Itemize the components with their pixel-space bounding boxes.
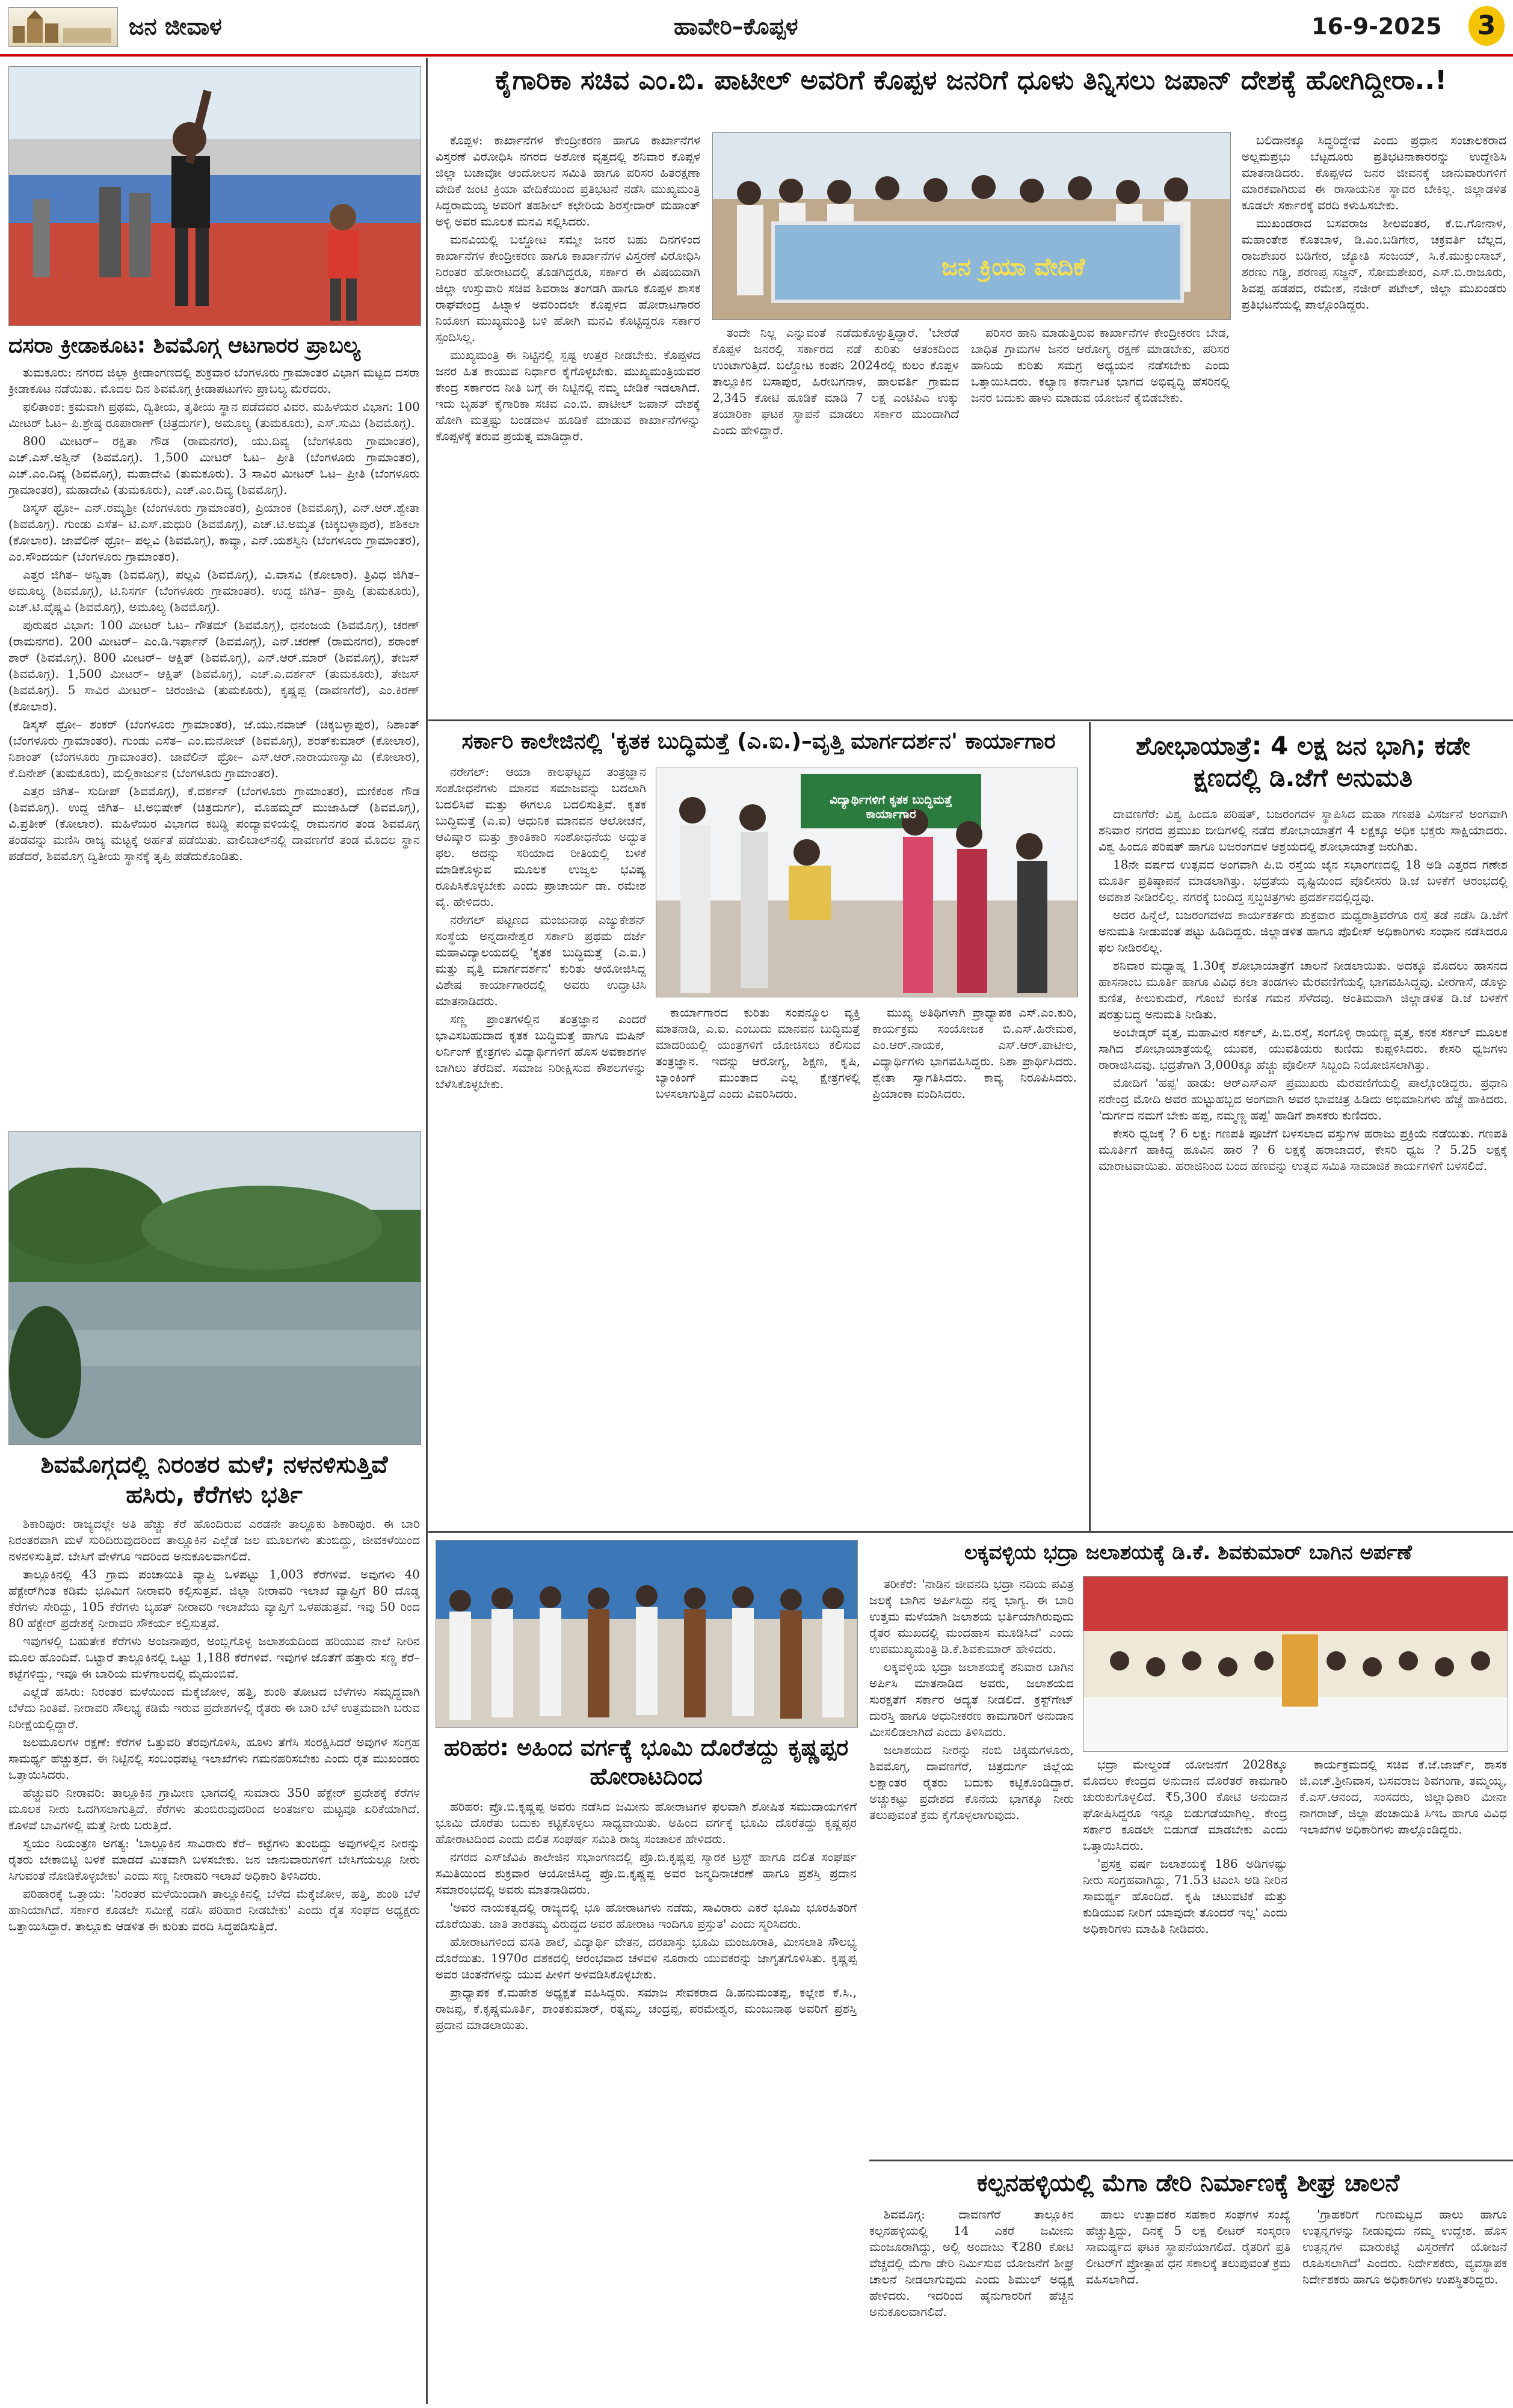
rain-body: ಶಿಕಾರಿಪುರ: ರಾಜ್ಯದಲ್ಲೇ ಅತಿ ಹೆಚ್ಚು ಕೆರೆ ಹೊಂದಿರುವ ಎರಡನೇ ತಾಲ್ಲೂಕು ಶಿಕಾರಿಪುರ. ಈ ಬಾರಿ ನಿರಂತರವಾಗಿ ಮಳೆ ಸುರಿದಿರುವುದರಿಂದ ತಾಲ್ಲೂಕಿನ ಎಲ್ಲೆಡೆ ಜಲ ಮೂಲಗಳು ತುಂಬಿದ್ದು, ಜೀವಕಳೆಯಿಂದ ನಳನಳಿಸುತ್ತಿವೆ. ಬೇಸಿಗೆ ವೇಳೆಗೂ ಇದರಿಂದ ಅನುಕೂಲವಾಗಲಿದೆ. ತಾಲ್ಲೂಕಿನಲ್ಲಿ 43 ಗ್ರಾಮ ಪಂಚಾಯಿತಿ ವ್ಯಾಪ್ತಿ ಒಳಪಟ್ಟು 1,003 ಕೆರೆಗಳಿವೆ. ಅವುಗಳು 40 ಹೆಕ್ಟೇರ್‌ಗಿಂತ ಕಡಿಮೆ ಭೂಮಿಗೆ ನೀರಾವರಿ ಕಲ್ಪಿಸುತ್ತವೆ. ಜಿಲ್ಲಾ ನೀರಾವರಿ ಇಲಾಖೆ ವ್ಯಾಪ್ತಿಗೆ 80 ದೊಡ್ಡ ಕೆರೆಗಳು ಸೇರಿದ್ದು, 105 ಕೆರೆಗಳು ಬೃಹತ್ ನೀರಾವರಿ ಇಲಾಖೆಯ ವ್ಯಾಪ್ತಿಗೆ ಒಳಪಡುತ್ತವೆ. ಇವು 50 ರಿಂದ 80 ಹೆಕ್ಟೇರ್ ಪ್ರದೇಶಕ್ಕೆ ನೀರಾವರಿ ಸೌಕರ್ಯ ಕಲ್ಪಿಸುತ್ತವೆ. ಇವುಗಳಲ್ಲಿ ಬಹುತೇಕ ಕೆರೆಗಳು ಅಂಜನಾಪುರ, ಅಂಬ್ಲಿಗೊಳ್ಳ ಜಲಾಶಯದಿಂದ ಹರಿಯುವ ನಾಲೆ ನೀರಿನ ಮೂಲ ಹೊಂದಿವೆ. ಒಟ್ಟಾರೆ ತಾಲ್ಲೂಕಿನಲ್ಲಿ ಒಟ್ಟು 1,188 ಕೆರೆಗಳಿವೆ. ಇವುಗಳ ಜೊತೆಗೆ ಹತ್ತಾರು ಸಣ್ಣ ಕೆರೆ– ಕಟ್ಟೆಗಳಿದ್ದು, ಇವೂ ಈ ಬಾರಿಯ ಮಳೆಗಾಲದಲ್ಲಿ ಮೈದುಂಬಿವೆ. ಎಲ್ಲೆಡೆ ಹಸಿರು: ನಿರಂತರ ಮಳೆಯಿಂದ ಮೆಕ್ಕೆಜೋಳ, ಹತ್ತಿ, ಶುಂಠಿ ತೋಟದ ಬೆಳೆಗಳು ಸಮೃದ್ಧವಾಗಿ ಬೆಳೆದು ನಿಂತಿವೆ. ನೀರಾವರಿ ಸೌಲಭ್ಯ ಕಡಿಮೆ ಇರುವ ಪ್ರದೇಶಗಳಲ್ಲಿ ರೈತರು ಈ ಬಾರಿ ಬೆಳೆ ಉತ್ತಮವಾಗಿ ಬರುವ ನಿರೀಕ್ಷೆಯಲ್ಲಿದ್ದಾರೆ. ಜಲಮೂಲಗಳ ರಕ್ಷಣೆ: ಕೆರೆಗಳ ಒತ್ತುವರಿ ತೆರವುಗೊಳಿಸಿ, ಹೂಳು ತೆಗೆಸಿ ಸಂರಕ್ಷಿಸಿದರೆ ಅವುಗಳ ಸಂಗ್ರಹ ಸಾಮರ್ಥ್ಯ ಹೆಚ್ಚುತ್ತದೆ. ಈ ನಿಟ್ಟಿನಲ್ಲಿ ಸಂಬಂಧಪಟ್ಟ ಇಲಾಖೆಗಳು ಗಮನಹರಿಸಬೇಕು ಎಂದು ರೈತ ಮುಖಂಡರು ಒತ್ತಾಯಿಸಿದರು. ಹೆಚ್ಚುವರಿ ನೀರಾವರಿ: ತಾಲ್ಲೂಕಿನ ಗ್ರಾಮೀಣ ಭಾಗದಲ್ಲಿ ಸುಮಾರು 350 ಹೆಕ್ಟೇರ್ ಪ್ರದೇಶಕ್ಕೆ ಕೆರೆಗಳ ಮೂಲಕ ನೀರು ಒದಗಿಸಲಾಗುತ್ತಿದೆ. ಕೆರೆಗಳು ತುಂಬಿರುವುದರಿಂದ ಅಂತರ್ಜಲ ಮಟ್ಟವೂ ಏರಿಕೆಯಾಗಿದೆ. ಕೊಳವೆ ಬಾವಿಗಳಲ್ಲಿ ಮತ್ತೆ ನೀರು ಬರುತ್ತಿದೆ. ಸ್ವಯಂ ನಿಯಂತ್ರಣ ಅಗತ್ಯ: 'ಬಾಲ್ಲೂಕಿನ ಸಾವಿರಾರು ಕೆರೆ– ಕಟ್ಟೆಗಳು ತುಂಬಿದ್ದು ಅವುಗಳಲ್ಲಿನ ನೀರನ್ನು ರೈತರು ಬೇಕಾಬಿಟ್ಟಿ ಬಳಕೆ ಮಾಡದೆ ಮಿತವಾಗಿ ಬಳಸಬೇಕು. ಜನ ಜಾನುವಾರುಗಳಿಗೆ ಬೇಸಿಗೆಯಲ್ಲೂ ನೀರು ಸಿಗುವಂತೆ ನೋಡಿಕೊಳ್ಳಬೇಕು' ಎಂದು ಸಣ್ಣ ನೀರಾವರಿ ಇಲಾಖೆ ಅಧಿಕಾರಿ ತಿಳಿಸಿದರು. ಪರಿಹಾರಕ್ಕೆ ಒತ್ತಾಯ: 'ನಿರಂತರ ಮಳೆಯಿಂದಾಗಿ ತಾಲ್ಲೂಕಿನಲ್ಲಿ ಬೆಳೆದ ಮೆಕ್ಕೆಜೋಳ, ಹತ್ತಿ, ಶುಂಠಿ ಬೆಳೆ ಹಾನಿಯಾಗಿದೆ. ಸರ್ಕಾರ ಕೂಡಲೇ ಸಮೀಕ್ಷೆ ನಡೆಸಿ ಪರಿಹಾರ ನೀಡಬೇಕು' ಎಂದು ರೈತ ಸಂಘದ ಅಧ್ಯಕ್ಷರು ಒತ್ತಾಯಿಸಿದ್ದಾರೆ. ತಾಲ್ಲೂಕು ಆಡಳಿತ ಈ ಕುರಿತು ವರದಿ ಸಿದ್ಧಪಡಿಸುತ್ತಿದೆ. xyxy=(8,1517,420,1933)
section-divider xyxy=(428,719,1513,721)
bhadra-body-col3: ಕಾರ್ಯಕ್ರಮದಲ್ಲಿ ಸಚಿವ ಕೆ.ಜೆ.ಜಾರ್ಜ್, ಶಾಸಕ ಜಿ.ಎಚ್.ಶ್ರೀನಿವಾಸ, ಬಸವರಾಜ ಶಿವಗಂಗಾ, ತಮ್ಮಯ್ಯ, ಕೆ.ಎಸ್.ಆನಂದ, ಸಂಸದರು, ಜಿಲ್ಲಾಧಿಕಾರಿ ಮೀನಾ ನಾಗರಾಜ್, ಜಿಲ್ಲಾ ಪಂಚಾಯಿತಿ ಸಿಇಒ ಹಾಗೂ ವಿವಿಧ ಇಲಾಖೆಗಳ ಅಧಿಕಾರಿಗಳು ಪಾಲ್ಗೊಂಡಿದ್ದರು. xyxy=(1299,1757,1507,1837)
protest-banner-text: ಜನ ಕ್ರಿಯಾ ವೇದಿಕೆ xyxy=(941,253,1085,281)
mb-patil-body-col4: ಬಲಿದಾನಕ್ಕೂ ಸಿದ್ಧರಿದ್ದೇವೆ ಎಂದು ಪ್ರಧಾನ ಸಂಚಾಲಕರಾದ ಅಲ್ಲಮಪ್ರಭು ಬೆಟ್ಟದೂರು ಪ್ರತಿಭಟನಾಕಾರರನ್ನು ಉದ್ದೇಶಿಸಿ ಮಾತನಾಡಿದರು. ಕೊಪ್ಪಳದ ಜನರ ಜೀವನಕ್ಕೆ ಜಾನುವಾರುಗಳಿಗೆ ಮಾರಕವಾಗಿರುವ ಈ ರಾಸಾಯನಿಕ ಸ್ಥಾವರ ಬೇಕಿಲ್ಲ. ಜಿಲ್ಲಾಡಳಿತ ಕೂಡಲೇ ಸರ್ಕಾರಕ್ಕೆ ವರದಿ ಕಳುಹಿಸಬೇಕು. ಮುಖಂಡರಾದ ಬಸವರಾಜ ಶೀಲವಂತರ, ಕೆ.ಬಿ.ಗೋನಾಳ, ಮಹಾಂತೇಶ ಕೊತಬಾಳ, ಡಿ.ಎಂ.ಬಡಿಗೇರ, ಚಕ್ರವರ್ತಿ ಬೆಲ್ಲದ, ರಾಜಶೇಖರ ಬಡಿಗೇರ, ಜ್ಯೋತಿ ಸಂಜಯ್, ಸಿ.ಕೆ.ಮುಕ್ತುಂಸಾಬ್, ಶರಣು ಗಡ್ಡಿ, ಶರಣಪ್ಪ ಸಜ್ಜನ್, ಸೋಮಶೇಖರ, ಎಸ್.ಬಿ.ರಾಜೂರು, ಶಿವಪ್ಪ ಹಡಪದ, ರಮೇಶ, ನಜೀರ್ ಪಟೇಲ್, ಜಿಲ್ಲಾ ಮುಖಂಡರು ಪ್ರತಿಭಟನೆಯಲ್ಲಿ ಪಾಲ್ಗೊಂಡಿದ್ದರು. xyxy=(1242,133,1506,312)
issue-date: 16-9-2025 xyxy=(1311,13,1442,40)
lake-photo xyxy=(8,1131,421,1445)
workshop-banner-text: ವಿದ್ಯಾರ್ಥಿಗಳಿಗೆ ಕೃತಕ ಬುದ್ಧಿಮತ್ತೆ ಕಾರ್ಯಾಗಾರ xyxy=(830,792,952,821)
ai-college-body-col3: ಮುಖ್ಯ ಅತಿಥಿಗಳಾಗಿ ಪ್ರಾಧ್ಯಾಪಕ ಎಸ್.ಎಂ.ಕುರಿ, ಕಾರ್ಯಕ್ರಮ ಸಂಯೋಜಕ ಬಿ.ಎಸ್.ಹಿರೇಮಠ, ಎಂ.ಆರ್.ನಾಯಕ, ಎಸ್.ಆರ್.ಪಾಟೀಲ, ವಿದ್ಯಾರ್ಥಿಗಳು ಭಾಗವಹಿಸಿದ್ದರು. ನಿಶಾ ಪ್ರಾರ್ಥಿಸಿದರು. ಶ್ವೇತಾ ಸ್ವಾಗತಿಸಿದರು. ಕಾವ್ಯ ನಿರೂಪಿಸಿದರು. ಪ್ರಿಯಾಂಕಾ ವಂದಿಸಿದರು. xyxy=(872,1005,1077,1101)
paper-name: ಜನ ಜೀವಾಳ xyxy=(129,13,222,40)
mb-patil-headline: ಕೈಗಾರಿಕಾ ಸಚಿವ ಎಂ.ಬಿ. ಪಾಟೀಲ್ ಅವರಿಗೆ ಕೊಪ್ಪಳ ಜನರಿಗೆ ಧೂಳು ತಿನ್ನಿಸಲು ಜಪಾನ್ ದೇಶಕ್ಕೆ ಹೋಗಿದ್ದೀರಾ..! xyxy=(495,65,1447,96)
dasara-body: ತುಮಕೂರು: ನಗರದ ಜಿಲ್ಲಾ ಕ್ರೀಡಾಂಗಣದಲ್ಲಿ ಶುಕ್ರವಾರ ಬೆಂಗಳೂರು ಗ್ರಾಮಾಂತರ ವಿಭಾಗ ಮಟ್ಟದ ದಸರಾ ಕ್ರೀಡಾಕೂಟ ನಡೆಯಿತು. ಮೊದಲ ದಿನ ಶಿವಮೊಗ್ಗ ಕ್ರೀಡಾಪಟುಗಳು ಪ್ರಾಬಲ್ಯ ಮೆರೆದರು. ಫಲಿತಾಂಶ: ಕ್ರಮವಾಗಿ ಪ್ರಥಮ, ದ್ವಿತೀಯ, ತೃತೀಯ ಸ್ಥಾನ ಪಡೆದವರ ವಿವರ. ಮಹಿಳೆಯರ ವಿಭಾಗ: 100 ಮೀಟರ್ ಓಟ– ಪಿ.ಶ್ರೇಷ್ಠ ರೂಪಾರಾಣ್ (ಚಿತ್ರದುರ್ಗ), ಅಮೂಲ್ಯ (ತುಮಕೂರು), ಎಸ್.ಸುಮಿ (ಶಿವಮೊಗ್ಗ). 800 ಮೀಟರ್– ರಕ್ಷಿತಾ ಗೌಡ (ರಾಮನಗರ), ಯು.ದಿವ್ಯ (ಬೆಂಗಳೂರು ಗ್ರಾಮಾಂತರ), ಎಚ್.ಎಸ್.ಅಶ್ವಿನ್ (ಶಿವಮೊಗ್ಗ). 1,500 ಮೀಟರ್ ಓಟ– ಪ್ರೀತಿ (ಬೆಂಗಳೂರು ಗ್ರಾಮಾಂತರ), ಎಚ್.ಎಂ.ದಿವ್ಯ (ಶಿವಮೊಗ್ಗ), ಮಹಾದೇವಿ (ತುಮಕೂರು). 3 ಸಾವಿರ ಮೀಟರ್ ಓಟ– ಪ್ರೀತಿ (ಬೆಂಗಳೂರು ಗ್ರಾಮಾಂತರ), ಮಹಾದೇವಿ (ತುಮಕೂರು), ಎಚ್.ಎಂ.ದಿವ್ಯ (ಶಿವಮೊಗ್ಗ). ಡಿಸ್ಕಸ್ ಥ್ರೋ– ಎನ್.ರಮ್ಯಶ್ರೀ (ಬೆಂಗಳೂರು ಗ್ರಾಮಾಂತರ), ಪ್ರಿಯಾಂಕ (ಶಿವಮೊಗ್ಗ), ಎನ್.ಆರ್.ಶ್ವೇತಾ (ಶಿವಮೊಗ್ಗ). ಗುಂಡು ಎಸೆತ– ಟಿ.ಎಸ್.ಮಧುರಿ (ಶಿವಮೊಗ್ಗ), ಎಚ್.ಟಿ.ಅಮೃತ (ಚಿಕ್ಕಬಳ್ಳಾಪುರ), ಶಶಿಕಲಾ (ಕೋಲಾರ). ಜಾವೆಲಿನ್ ಥ್ರೋ– ಪಲ್ಲವಿ (ಶಿವಮೊಗ್ಗ), ಕಾವ್ಯಾ, ಎನ್.ಯಶಸ್ವಿನಿ (ಬೆಂಗಳೂರು ಗ್ರಾಮಾಂತರ), ಎಂ.ಸೌಂದರ್ಯ (ಬೆಂಗಳೂರು ಗ್ರಾಮಾಂತರ). ಎತ್ತರ ಜಿಗಿತ– ಅನ್ವಿತಾ (ಶಿವಮೊಗ್ಗ), ಪಲ್ಲವಿ (ಶಿವಮೊಗ್ಗ), ವಿ.ವಾಸವಿ (ಕೋಲಾರ). ತ್ರಿವಿಧ ಜಿಗಿತ– ಅಮೂಲ್ಯ (ಶಿವಮೊಗ್ಗ), ಟಿ.ನಿಸರ್ಗ (ಬೆಂಗಳೂರು ಗ್ರಾಮಾಂತರ). ಉದ್ದ ಜಿಗಿತ– ಪ್ರಾಪ್ತಿ (ತುಮಕೂರು), ಎಚ್.ಟಿ.ವೈಷ್ಣವಿ (ಶಿವಮೊಗ್ಗ), ಅಮೂಲ್ಯ (ಶಿವಮೊಗ್ಗ). ಪುರುಷರ ವಿಭಾಗ: 100 ಮೀಟರ್ ಓಟ– ಗೌತಮ್ (ಶಿವಮೊಗ್ಗ), ಧನಂಜಯ (ಶಿವಮೊಗ್ಗ), ಚರಣ್ (ರಾಮನಗರ). 200 ಮೀಟರ್– ಎಂ.ಡಿ.ಇರ್ಫಾನ್ (ಶಿವಮೊಗ್ಗ), ಎನ್.ಚರಣ್ (ರಾಮನಗರ), ಶರಾಂಕ್ ಶಾರ್ (ಶಿವಮೊಗ್ಗ). 800 ಮೀಟರ್– ಆಕ್ಷಿತ್ (ಶಿವಮೊಗ್ಗ), ಎನ್.ಆರ್.ಮಾರ್ (ಶಿವಮೊಗ್ಗ), ತೇಜಸ್ (ಶಿವಮೊಗ್ಗ). 1,500 ಮೀಟರ್– ಆಕ್ಷಿತ್ (ಶಿವಮೊಗ್ಗ), ಎಚ್.ಎ.ದರ್ಶನ್ (ತುಮಕೂರು), ತೇಜಸ್ (ಶಿವಮೊಗ್ಗ). 5 ಸಾವಿರ ಮೀಟರ್– ಚಿರಂಜೀವಿ (ತುಮಕೂರು), ಕೃಷ್ಣಪ್ಪ (ದಾವಣಗೆರೆ), ಎಂ.ಕಿರಣ್ (ಕೋಲಾರ). ಡಿಸ್ಕಸ್ ಥ್ರೋ– ಶಂಕರ್ (ಬೆಂಗಳೂರು ಗ್ರಾಮಾಂತರ), ಜೆ.ಯು.ನವಾಜ್ (ಚಿಕ್ಕಬಳ್ಳಾಪುರ), ನಿಶಾಂತ್ (ಬೆಂಗಳೂರು ಗ್ರಾಮಾಂತರ). ಗುಂಡು ಎಸೆತ– ಎಂ.ಮನೋಜ್ (ಶಿವಮೊಗ್ಗ), ಶರತ್‌ಕುಮಾರ್ (ಕೋಲಾರ), ನಿಶಾಂತ್ (ಬೆಂಗಳೂರು ಗ್ರಾಮಾಂತರ). ಜಾವೆಲಿನ್ ಥ್ರೋ– ಎಸ್.ಆರ್.ನಾರಾಯಣಸ್ವಾಮಿ (ಕೋಲಾರ), ಕೆ.ದಿನೇಶ್ (ತುಮಕೂರು), ಮಲ್ಲಿಕಾರ್ಜುನ (ಬೆಂಗಳೂರು ಗ್ರಾಮಾಂತರ). ಎತ್ತರ ಜಿಗಿತ– ಸುದೀಪ್ (ಶಿವಮೊಗ್ಗ), ಕೆ.ದರ್ಶನ್ (ಬೆಂಗಳೂರು ಗ್ರಾಮಾಂತರ), ಮಣಿಕಂಠ ಗೌಡ (ಶಿವಮೊಗ್ಗ). ಉದ್ದ ಜಿಗಿತ– ಟಿ.ಅಭಿಷೇಕ್ (ಚಿತ್ರದುರ್ಗ), ಮೊಹಮ್ಮದ್ ಮುಜಾಹಿದ್ (ಶಿವಮೊಗ್ಗ), ವಿ.ಪ್ರತೀಕ್ (ಕೋಲಾರ). ಮಹಿಳೆಯರ ವಿಭಾಗದ ಕಬಡ್ಡಿ ಪಂದ್ಯಾವಳಿಯಲ್ಲಿ ರಾಮನಗರ ತಂಡ ಶಿವಮೊಗ್ಗ ತಂಡವನ್ನು ಮಣಿಸಿ ರಾಜ್ಯ ಮಟ್ಟಕ್ಕೆ ಅರ್ಹತೆ ಪಡೆಯಿತು. ವಾಲಿಬಾಲ್‌ನಲ್ಲಿ ದಾವಣಗೆರೆ ತಂಡ ಮೊದಲ ಸ್ಥಾನ ಪಡೆದರೆ, ಶಿವಮೊಗ್ಗ ದ್ವಿತೀಯ ಸ್ಥಾನಕ್ಕೆ ತೃಪ್ತಿ ಪಡೆದುಕೊಂಡಿತು. xyxy=(8,365,420,863)
ai-college-headline: ಸರ್ಕಾರಿ ಕಾಲೇಜಿನಲ್ಲಿ 'ಕೃತಕ ಬುದ್ಧಿಮತ್ತೆ (ಎ.ಐ.)–ವೃತ್ತಿ ಮಾರ್ಗದರ್ಶನ' ಕಾರ್ಯಾಗಾರ xyxy=(461,729,1056,754)
mb-patil-body-col1: ಕೊಪ್ಪಳ: ಕಾರ್ಖಾನೆಗಳ ಕೇಂದ್ರೀಕರಣ ಹಾಗೂ ಕಾರ್ಖಾನೆಗಳ ವಿಸ್ತರಣೆ ವಿರೋಧಿಸಿ ನಗರದ ಅಶೋಕ ವೃತ್ತದಲ್ಲಿ ಶನಿವಾರ ಕೊಪ್ಪಳ ಜಿಲ್ಲಾ ಬಚಾವೋ ಆಂದೋಲನ ಸಮಿತಿ ಹಾಗೂ ಪರಿಸರ ಹಿತರಕ್ಷಣಾ ವೇದಿಕೆ ಜಂಟಿ ಕ್ರಿಯಾ ವೇದಿಕೆಯಿಂದ ಪ್ರತಿಭಟನೆ ನಡೆಸಿ ಮುಖ್ಯಮಂತ್ರಿ ಸಿದ್ದರಾಮಯ್ಯ ಅವರಿಗೆ ತಹಶೀಲ್ ಕಛೇರಿಯ ಶಿರಸ್ತೇದಾರ್ ಮಹಾಂತ್ ಅಳ್ಳಿ ಅವರ ಮೂಲಕ ಮನವಿ ಸಲ್ಲಿಸಿದರು. ಮನವಿಯಲ್ಲಿ ಬಲ್ಡೋಟ ಸಮ್ಮೇ ಜನರ ಬಹು ದಿನಗಳಿಂದ ಕಾರ್ಖಾನೆಗಳ ಕೇಂದ್ರೀಕರಣ ಹಾಗೂ ಕಾರ್ಖಾನೆಗಳ ವಿಸ್ತರಣೆ ವಿರೋಧಿಸಿ ನಿರಂತರ ಹೋರಾಟದಲ್ಲಿ ತೊಡಗಿದ್ದರೂ, ಸರ್ಕಾರ ಈ ವಿಷಯವಾಗಿ ಜಿಲ್ಲಾ ಉಸ್ತುವಾರಿ ಸಚಿವ ಶಿವರಾಜ ತಂಗಡಗಿ ಹಾಗೂ ಕೊಪ್ಪಳ ಶಾಸಕ ರಾಘವೇಂದ್ರ ಹಿಟ್ನಾಳ ಅವರಿಂದಲೇ ಕೊಪ್ಪಳದ ಹೋರಾಟಗಾರರ ನಿಯೋಗ ಮುಖ್ಯಮಂತ್ರಿ ಬಳಿ ಹೋಗಿ ಮನವಿ ಕೊಟ್ಟಿದ್ದರೂ ಸರ್ಕಾರ ಸ್ಪಂದಿಸಿಲ್ಲ. ಮುಖ್ಯಮಂತ್ರಿ ಈ ನಿಟ್ಟಿನಲ್ಲಿ ಸ್ಪಷ್ಟ ಉತ್ತರ ನೀಡಬೇಕು. ಕೊಪ್ಪಳದ ಜನರ ಹಿತ ಕಾಯುವ ನಿರ್ಧಾರ ಕೈಗೊಳ್ಳಬೇಕು. ಮುಖ್ಯಮಂತ್ರಿಯವರ ಕೇಂದ್ರ ಸರ್ಕಾರದ ನೀತಿ ಬಗ್ಗೆ ಈ ನಿಟ್ಟಿನಲ್ಲಿ ನಮ್ಮ ಬೇಡಿಕೆ ಇಡಲಾಗಿದೆ. ಇದು ಬೃಹತ್ ಕೈಗಾರಿಕಾ ಸಚಿವ ಎಂ.ಬಿ. ಪಾಟೀಲ್ ಜಪಾನ್ ದೇಶಕ್ಕೆ ಹೋಗಿ ಮತ್ತಷ್ಟು ಬಂಡವಾಳ ಹೂಡಿಕೆ ಮಾಡುವ ಕಾರ್ಖಾನೆಗಳನ್ನು ಕೊಪ್ಪಳಕ್ಕೆ ತರುವ ಪ್ರಯತ್ನ ಮಾಡಿದ್ದಾರೆ. xyxy=(436,133,700,443)
shobhayatre-headline: ಶೋಭಾಯಾತ್ರೆ: 4 ಲಕ್ಷ ಜನ ಭಾಗಿ; ಕಡೇ ಕ್ಷಣದಲ್ಲಿ ಡಿ.ಜೆಗೆ ಅನುಮತಿ xyxy=(1135,731,1470,792)
bhadra-headline: ಲಕ್ಕವಳ್ಳಿಯ ಭದ್ರಾ ಜಲಾಶಯಕ್ಕೆ ಡಿ.ಕೆ. ಶಿವಕುಮಾರ್ ಬಾಗಿನ ಅರ್ಪಣೆ xyxy=(964,1541,1413,1565)
workshop-photo xyxy=(656,768,1078,997)
bhadra-body-col1: ತರೀಕೆರೆ: 'ನಾಡಿನ ಜೀವನದಿ ಭದ್ರಾ ನದಿಯ ಪವಿತ್ರ ಜಲಕ್ಕೆ ಬಾಗಿನ ಅರ್ಪಿಸಿದ್ದು ನನ್ನ ಭಾಗ್ಯ. ಈ ಬಾರಿ ಉತ್ತಮ ಮಳೆಯಾಗಿ ಜಲಾಶಯ ಭರ್ತಿಯಾಗಿರುವುದು ರೈತರ ಮುಖದಲ್ಲಿ ಮಂದಹಾಸ ಮೂಡಿಸಿದೆ' ಎಂದು ಉಪಮುಖ್ಯಮಂತ್ರಿ ಡಿ.ಕೆ.ಶಿವಕುಮಾರ್ ಹೇಳಿದರು. ಲಕ್ಕವಳ್ಳಿಯ ಭದ್ರಾ ಜಲಾಶಯಕ್ಕೆ ಶನಿವಾರ ಬಾಗಿನ ಅರ್ಪಿಸಿ ಮಾತನಾಡಿದ ಅವರು, ಜಲಾಶಯದ ಸುರಕ್ಷತೆಗೆ ಸರ್ಕಾರ ಆದ್ಯತೆ ನೀಡಲಿದೆ. ಕ್ರಸ್ಟ್‌ಗೇಟ್ ದುರಸ್ತಿ ಹಾಗೂ ಆಧುನೀಕರಣ ಕಾಮಗಾರಿಗೆ ಅನುದಾನ ಮೀಸಲಿಡಲಾಗಿದೆ ಎಂದು ತಿಳಿಸಿದರು. ಜಲಾಶಯದ ನೀರನ್ನು ನಂಬಿ ಚಿಕ್ಕಮಗಳೂರು, ಶಿವಮೊಗ್ಗ, ದಾವಣಗೆರೆ, ಚಿತ್ರದುರ್ಗ ಜಿಲ್ಲೆಯ ಲಕ್ಷಾಂತರ ರೈತರು ಬದುಕು ಕಟ್ಟಿಕೊಂಡಿದ್ದಾರೆ. ಅಚ್ಚುಕಟ್ಟು ಪ್ರದೇಶದ ಕೊನೆಯ ಭಾಗಕ್ಕೂ ನೀರು ತಲುಪುವಂತೆ ಕ್ರಮ ಕೈಗೊಳ್ಳಲಾಗುವುದು. xyxy=(869,1577,1074,1822)
mega-dairy-body-col1: ಶಿವಮೊಗ್ಗ: ದಾವಣಗೆರೆ ತಾಲ್ಲೂಕಿನ ಕಲ್ಪನಹಳ್ಳಿಯಲ್ಲಿ 14 ಎಕರೆ ಜಮೀನು ಮಂಜೂರಾಗಿದ್ದು, ಅಲ್ಲಿ ಅಂದಾಜು ₹280 ಕೋಟಿ ವೆಚ್ಚದಲ್ಲಿ ಮೆಗಾ ಡೇರಿ ನಿರ್ಮಿಸುವ ಯೋಜನೆಗೆ ಶೀಘ್ರ ಚಾಲನೆ ನೀಡಲಾಗುವುದು ಎಂದು ಶಿಮುಲ್ ಅಧ್ಯಕ್ಷ ಹೇಳಿದರು. ಇದರಿಂದ ಹೈನುಗಾರರಿಗೆ ಹೆಚ್ಚಿನ ಅನುಕೂಲವಾಗಲಿದೆ. xyxy=(869,2207,1074,2319)
dasara-headline: ದಸರಾ ಕ್ರೀಡಾಕೂಟ: ಶಿವಮೊಗ್ಗ ಆಟಗಾರರ ಪ್ರಾಬಲ್ಯ xyxy=(8,333,361,358)
harihara-body: ಹರಿಹರ: ಪ್ರೊ.ಬಿ.ಕೃಷ್ಣಪ್ಪ ಅವರು ನಡೆಸಿದ ಜಮೀನು ಹೋರಾಟಗಳ ಫಲವಾಗಿ ಶೋಷಿತ ಸಮುದಾಯಗಳಿಗೆ ಭೂಮಿ ದೊರೆತು ಬದುಕು ಕಟ್ಟಿಕೊಳ್ಳಲು ಸಾಧ್ಯವಾಯಿತು. ಅಹಿಂದ ವರ್ಗಕ್ಕೆ ಭೂಮಿ ದೊರೆತದ್ದು ಕೃಷ್ಣಪ್ಪರ ಹೋರಾಟದಿಂದ ಎಂದು ದಲಿತ ಸಂಘರ್ಷ ಸಮಿತಿ ರಾಜ್ಯ ಸಂಚಾಲಕ ಹೇಳಿದರು. ನಗರದ ಎಸ್‌ಜೆವಿಪಿ ಕಾಲೇಜಿನ ಸಭಾಂಗಣದಲ್ಲಿ ಪ್ರೊ.ಬಿ.ಕೃಷ್ಣಪ್ಪ ಸ್ಮಾರಕ ಟ್ರಸ್ಟ್ ಹಾಗೂ ದಲಿತ ಸಂಘರ್ಷ ಸಮಿತಿಯಿಂದ ಶುಕ್ರವಾರ ಆಯೋಜಿಸಿದ್ದ ಪ್ರೊ.ಬಿ.ಕೃಷ್ಣಪ್ಪ ಅವರ ಜನ್ಮದಿನಾಚರಣೆ ಹಾಗೂ ಪ್ರಶಸ್ತಿ ಪ್ರದಾನ ಸಮಾರಂಭದಲ್ಲಿ ಅವರು ಮಾತನಾಡಿದರು. 'ಅವರ ನಾಯಕತ್ವದಲ್ಲಿ ರಾಜ್ಯದಲ್ಲಿ ಭೂ ಹೋರಾಟಗಳು ನಡೆದು, ಸಾವಿರಾರು ಎಕರೆ ಭೂಮಿ ಭೂರಹಿತರಿಗೆ ದೊರೆಯಿತು. ಜಾತಿ ತಾರತಮ್ಯ ವಿರುದ್ಧದ ಅವರ ಹೋರಾಟ ಇಂದಿಗೂ ಪ್ರಸ್ತುತ' ಎಂದು ಸ್ಮರಿಸಿದರು. ಹೋರಾಟಗಳಿಂದ ವಸತಿ ಶಾಲೆ, ವಿದ್ಯಾರ್ಥಿ ವೇತನ, ದರಖಾಸ್ತು ಭೂಮಿ ಮಂಜೂರಾತಿ, ಮೀಸಲಾತಿ ಸೌಲಭ್ಯ ದೊರೆಯಿತು. 1970ರ ದಶಕದಲ್ಲಿ ಆರಂಭವಾದ ಚಳವಳಿ ನೂರಾರು ಯುವಕರನ್ನು ಜಾಗೃತಗೊಳಿಸಿತು. ಕೃಷ್ಣಪ್ಪ ಅವರ ಚಿಂತನೆಗಳನ್ನು ಯುವ ಪೀಳಿಗೆ ಅಳವಡಿಸಿಕೊಳ್ಳಬೇಕು. ಪ್ರಾಧ್ಯಾಪಕ ಕೆ.ಮಹೇಶ ಅಧ್ಯಕ್ಷತೆ ವಹಿಸಿದ್ದರು. ಸಮಾಜ ಸೇವಕರಾದ ಡಿ.ಹನುಮಂತಪ್ಪ, ಕಲ್ಲೇಶ ಕೆ.ಸಿ., ರಾಜಪ್ಪ, ಕೆ.ಕೃಷ್ಣಮೂರ್ತಿ, ಶಾಂತಕುಮಾರ್, ರತ್ನಮ್ಮ, ಚಂದ್ರಪ್ಪ, ಪರಮೇಶ್ವರ, ಮಂಜುನಾಥ ಅವರಿಗೆ ಪ್ರಶಸ್ತಿ ಪ್ರದಾನ ಮಾಡಲಾಯಿತು. xyxy=(436,1799,857,2032)
bhadra-body-col2: ಭದ್ರಾ ಮೇಲ್ದಂಡೆ ಯೋಜನೆಗೆ 2028ಕ್ಕೂ ಮೊದಲು ಕೇಂದ್ರದ ಅನುದಾನ ದೊರೆತರೆ ಕಾಮಗಾರಿ ಚುರುಕುಗೊಳ್ಳಲಿದೆ. ₹5,300 ಕೋಟಿ ಅನುದಾನ ಘೋಷಿಸಿದ್ದರೂ ಇನ್ನೂ ಬಿಡುಗಡೆಯಾಗಿಲ್ಲ. ಕೇಂದ್ರ ಸರ್ಕಾರ ಕೂಡಲೇ ಬಿಡುಗಡೆ ಮಾಡಬೇಕು ಎಂದು ಒತ್ತಾಯಿಸಿದರು. 'ಪ್ರಸಕ್ತ ವರ್ಷ ಜಲಾಶಯಕ್ಕೆ 186 ಅಡಿಗಳಷ್ಟು ನೀರು ಸಂಗ್ರಹವಾಗಿದ್ದು, 71.53 ಟಿಎಂಸಿ ಅಡಿ ನೀರಿನ ಸಾಮರ್ಥ್ಯ ಹೊಂದಿದೆ. ಕೃಷಿ ಚಟುವಟಿಕೆ ಮತ್ತು ಕುಡಿಯುವ ನೀರಿಗೆ ಯಾವುದೇ ತೊಂದರೆ ಇಲ್ಲ' ಎಂದು ಅಧಿಕಾರಿಗಳು ಮಾಹಿತಿ ನೀಡಿದರು. xyxy=(1083,1757,1287,1936)
masthead-logo xyxy=(8,7,118,47)
mega-dairy-body-col2: ಹಾಲು ಉತ್ಪಾದಕರ ಸಹಕಾರ ಸಂಘಗಳ ಸಂಖ್ಯೆ ಹೆಚ್ಚುತ್ತಿದ್ದು, ದಿನಕ್ಕೆ 5 ಲಕ್ಷ ಲೀಟರ್ ಸಂಸ್ಕರಣ ಸಾಮರ್ಥ್ಯದ ಘಟಕ ಸ್ಥಾಪನೆಯಾಗಲಿದೆ. ರೈತರಿಗೆ ಪ್ರತಿ ಲೀಟರ್‌ಗೆ ಪ್ರೋತ್ಸಾಹ ಧನ ಸಕಾಲಕ್ಕೆ ತಲುಪುವಂತೆ ಕ್ರಮ ವಹಿಸಲಾಗಿದೆ. xyxy=(1086,2207,1290,2286)
protest-photo xyxy=(712,132,1231,320)
column-divider xyxy=(1089,722,1091,1531)
mb-patil-body-col2: ತಂದೇ ನಿಲ್ಲ ಎನ್ನುವಂತೆ ನಡೆದುಕೊಳ್ಳುತ್ತಿದ್ದಾರೆ. 'ಬೇರೆಡೆ ಕೊಪ್ಪಳ ಜನರಲ್ಲಿ ಸರ್ಕಾರದ ನಡೆ ಕುರಿತು ಆತಂಕದಿಂದ ಉಂಟಾಗುತ್ತಿದೆ. ಬಲ್ಡೋಟ ಕಂಪನಿ 2024ರಲ್ಲಿ ಕುಲಂ ಕೊಪ್ಪಳ ತಾಲ್ಲೂಕಿನ ಬಸಾಪುರ, ಹಿರೇಬಗನಾಳ, ಹಾಲವರ್ತಿ ಗ್ರಾಮದ 2,345 ಕೋಟಿ ಹೂಡಿಕೆ ಮಾಡಿ 7 ಲಕ್ಷ ಎಂಟಿಪಿಎ ಉಕ್ಕು ತಯಾರಿಕಾ ಘಟಕ ಸ್ಥಾಪನೆ ಮಾಡಲು ಸರ್ಕಾರ ಮುಂದಾಗಿದೆ ಎಂದು ಹೇಳಿದ್ದಾರೆ. xyxy=(712,325,959,437)
mega-dairy-headline: ಕಲ್ಪನಹಳ್ಳಿಯಲ್ಲಿ ಮೆಗಾ ಡೇರಿ ನಿರ್ಮಾಣಕ್ಕೆ ಶೀಘ್ರ ಚಾಲನೆ xyxy=(976,2169,1400,2197)
section-divider xyxy=(428,1531,1513,1533)
column-divider xyxy=(426,58,428,2404)
harihara-photo xyxy=(436,1540,858,1728)
mb-patil-body-col3: ಪರಿಸರ ಹಾನಿ ಮಾಡುತ್ತಿರುವ ಕಾರ್ಖಾನೆಗಳ ಕೇಂದ್ರೀಕರಣ ಬೇಡ, ಬಾಧಿತ ಗ್ರಾಮಗಳ ಜನರ ಆರೋಗ್ಯ ರಕ್ಷಣೆ ಮಾಡಬೇಕು, ಪರಿಸರ ಹಾನಿಯ ಕುರಿತು ಸಮಗ್ರ ಅಧ್ಯಯನ ನಡೆಸಬೇಕು ಎಂದು ಒತ್ತಾಯಿಸಿದರು. ಕಲ್ಯಾಣ ಕರ್ನಾಟಕ ಭಾಗದ ಅಭಿವೃದ್ಧಿ ಹೆಸರಿನಲ್ಲಿ ಜನರ ಬದುಕು ಹಾಳು ಮಾಡುವ ಯೋಜನೆ ಕೈಬಿಡಬೇಕು. xyxy=(971,325,1230,405)
ai-college-body-col1: ನರೇಗಲ್: ಆಯಾ ಕಾಲಘಟ್ಟದ ತಂತ್ರಜ್ಞಾನ ಸಂಶೋಧನೆಗಳು ಮಾನವ ಸಮಾಜವನ್ನು ಬದಲಾಗಿ ಬದಲಿಸಿವೆ ಮತ್ತು ಈಗಲೂ ಬದಲಿಸುತ್ತಿವೆ. ಕೃತಕ ಬುದ್ಧಿಮತ್ತೆ (ಎ.ಐ) ಆಧುನಿಕ ಮಾನವನ ಆಲೋಚನೆ, ಆವಿಷ್ಕಾರ ಮತ್ತು ಕ್ರಾಂತಿಕಾರಿ ಸಂಶೋಧನೆಯ ಅದ್ಭುತ ಫಲ. ಅದನ್ನು ಸರಿಯಾದ ರೀತಿಯಲ್ಲಿ ಬಳಕೆ ಮಾಡಿಕೊಳ್ಳುವ ಮೂಲಕ ಉಜ್ವಲ ಭವಿಷ್ಯ ರೂಪಿಸಿಕೊಳ್ಳಬೇಕು ಎಂದು ಪ್ರಾಚಾರ್ಯ ಡಾ. ರಮೇಶ ವೈ. ಹೇಳಿದರು. ನರೇಗಲ್ ಪಟ್ಟಣದ ಮಂಜುನಾಥ ಎಜ್ಯುಕೇಶನ್ ಸಂಸ್ಥೆಯ ಅನ್ನದಾನೇಶ್ವರ ಸರ್ಕಾರಿ ಪ್ರಥಮ ದರ್ಜೆ ಮಹಾವಿದ್ಯಾಲಯದಲ್ಲಿ 'ಕೃತಕ ಬುದ್ಧಿಮತ್ತೆ (ಎ.ಐ.) ಮತ್ತು ವೃತ್ತಿ ಮಾರ್ಗದರ್ಶನ' ಕುರಿತು ಆಯೋಜಿಸಿದ್ದ ವಿಶೇಷ ಕಾರ್ಯಾಗಾರದಲ್ಲಿ ಅವರು ಉದ್ಘಾಟಿಸಿ ಮಾತನಾಡಿದರು. ಸಣ್ಣ ಪ್ರಾಂತಗಳಲ್ಲಿನ ತಂತ್ರಜ್ಞಾನ ಎಂದರೆ ಭಾವಿಸಬಹುದಾದ ಕೃತಕ ಬುದ್ಧಿಮತ್ತೆ ಹಾಗೂ ಮಷಿನ್ ಲರ್ನಿಂಗ್ ಕ್ಷೇತ್ರಗಳು ವಿದ್ಯಾರ್ಥಿಗಳಿಗೆ ಹೊಸ ಅವಕಾಶಗಳ ಬಾಗಿಲು ತೆರೆದಿವೆ. ಸಮಾಜ ನಿರೀಕ್ಷಿಸುವ ಕೌಶಲಗಳನ್ನು ಬೆಳೆಸಿಕೊಳ್ಳಬೇಕು. xyxy=(436,765,646,1091)
shobhayatre-body: ದಾವಣಗೆರೆ: ವಿಶ್ವ ಹಿಂದೂ ಪರಿಷತ್, ಬಜರಂಗದಳ ಸ್ಥಾಪಿಸಿದ ಮಹಾ ಗಣಪತಿ ವಿಸರ್ಜನೆ ಅಂಗವಾಗಿ ಶನಿವಾರ ನಗರದ ಪ್ರಮುಖ ಬೀದಿಗಳಲ್ಲಿ ನಡೆದ ಶೋಭಾಯಾತ್ರೆಗೆ 4 ಲಕ್ಷಕ್ಕೂ ಅಧಿಕ ಭಕ್ತರು ಸಾಕ್ಷಿಯಾದರು. ವಿಶ್ವ ಹಿಂದೂ ಪರಿಷತ್ ಹಾಗೂ ಬಜರಂಗದಳ ಆಶ್ರಯದಲ್ಲಿ ಶೋಭಾಯಾತ್ರೆ ಜರುಗಿತು. 18ನೇ ವರ್ಷದ ಉತ್ಸವದ ಅಂಗವಾಗಿ ಪಿ.ಬಿ ರಸ್ತೆಯ ಜೈನ ಸಭಾಂಗಣದಲ್ಲಿ 18 ಅಡಿ ಎತ್ತರದ ಗಣೇಶ ಮೂರ್ತಿ ಪ್ರತಿಷ್ಠಾಪನೆ ಮಾಡಲಾಗಿತ್ತು. ಭದ್ರತೆಯ ದೃಷ್ಟಿಯಿಂದ ಪೊಲೀಸರು ಡಿ.ಜೆ ಬಳಕೆಗೆ ಆರಂಭದಲ್ಲಿ ಅವಕಾಶ ನೀಡಿರಲಿಲ್ಲ. ನಗರಕ್ಕೆ ಬಂದಿದ್ದ ಸ್ತಬ್ಧಚಿತ್ರಗಳು ಪ್ರದರ್ಶನದಲ್ಲಿದ್ದವು. ಅದರ ಹಿನ್ನೆಲೆ, ಬಜರಂಗದಳದ ಕಾರ್ಯಕರ್ತರು ಶುಕ್ರವಾರ ಮಧ್ಯರಾತ್ರಿವರೆಗೂ ರಸ್ತೆ ತಡೆ ನಡೆಸಿ ಡಿ.ಜೆಗೆ ಅನುಮತಿ ನೀಡುವಂತೆ ಪಟ್ಟು ಹಿಡಿದಿದ್ದರು. ಜಿಲ್ಲಾಡಳಿತ ಹಾಗೂ ಪೊಲೀಸ್ ಅಧಿಕಾರಿಗಳು ಸಂಧಾನ ನಡೆಸಿದರೂ ಫಲ ನೀಡಿರಲಿಲ್ಲ. ಶನಿವಾರ ಮಧ್ಯಾಹ್ನ 1.30ಕ್ಕೆ ಶೋಭಾಯಾತ್ರೆಗೆ ಚಾಲನೆ ನೀಡಲಾಯಿತು. ಅದಕ್ಕೂ ಮೊದಲು ಹಾಸನದ ಹಾಸನಾಂಬ ಮೂರ್ತಿ ಹಾಗೂ ವಿವಿಧ ಕಲಾ ತಂಡಗಳು ಮೆರವಣಿಗೆಯಲ್ಲಿ ಭಾಗವಹಿಸಿದ್ದವು. ವೀರಗಾಸೆ, ಡೊಳ್ಳು ಕುಣಿತ, ಕೀಲುಕುದುರೆ, ಗೊಂಬೆ ಕುಣಿತ ಗಮನ ಸೆಳೆದವು. ಅಂತಿಮವಾಗಿ ಜಿಲ್ಲಾಡಳಿತ ಡಿ.ಜೆ ಬಳಕೆಗೆ ಷರತ್ತುಬದ್ಧ ಅನುಮತಿ ನೀಡಿತು. ಅಂಬೇಡ್ಕರ್ ವೃತ್ತ, ಮಹಾವೀರ ಸರ್ಕಲ್, ಪಿ.ಬಿ.ರಸ್ತೆ, ಸಂಗೊಳ್ಳಿ ರಾಯಣ್ಣ ವೃತ್ತ, ಕನಕ ಸರ್ಕಲ್ ಮೂಲಕ ಸಾಗಿದ ಶೋಭಾಯಾತ್ರೆಯಲ್ಲಿ ಯುವಕ, ಯುವತಿಯರು ಕುಣಿದು ಕುಪ್ಪಳಿಸಿದರು. ಕೇಸರಿ ಧ್ವಜಗಳು ರಾರಾಜಿಸಿದವು. ಭದ್ರತೆಗಾಗಿ 3,000ಕ್ಕೂ ಹೆಚ್ಚು ಪೊಲೀಸ್ ಸಿಬ್ಬಂದಿ ನಿಯೋಜಿಸಲಾಗಿತ್ತು. ಮೋದಿಗೆ 'ಹಪ್ಪ' ಹಾಡು: ಆರ್‌ಎಸ್‌ಎಸ್ ಪ್ರಮುಖರು ಮೆರವಣಿಗೆಯಲ್ಲಿ ಪಾಲ್ಗೊಂಡಿದ್ದರು. ಪ್ರಧಾನಿ ನರೇಂದ್ರ ಮೋದಿ ಅವರ ಹುಟ್ಟುಹಬ್ಬದ ಅಂಗವಾಗಿ ಅವರ ಭಾವಚಿತ್ರ ಹಿಡಿದು ಅಭಿಮಾನಿಗಳು ಹೆಜ್ಜೆ ಹಾಕಿದರು. 'ದುರ್ಗದ ನಮಗೆ ಬೇಕು ಹಪ್ಪ, ನಮ್ಮಣ್ಣ ಹಪ್ಪ' ಹಾಡಿಗೆ ಶಾಸಕರು ಕುಣಿದರು. ಕೇಸರಿ ಧ್ವಜಕ್ಕೆ ? 6 ಲಕ್ಷ: ಗಣಪತಿ ಪೂಜೆಗೆ ಬಳಸಲಾದ ವಸ್ತುಗಳ ಹರಾಜು ಪ್ರಕ್ರಿಯೆ ನಡೆಯಿತು. ಗಣಪತಿ ಮೂರ್ತಿಗೆ ಹಾಕಿದ್ದ ಹೂವಿನ ಹಾರ ? 6 ಲಕ್ಷಕ್ಕೆ ಹರಾಜಾದರೆ, ಕೇಸರಿ ಧ್ವಜ ? 5.25 ಲಕ್ಷಕ್ಕೆ ಮಾರಾಟವಾಯಿತು. ಹರಾಜಿನಿಂದ ಬಂದ ಹಣವನ್ನು ಉತ್ಸವ ಸಮಿತಿ ಸಾಮಾಜಿಕ ಕಾರ್ಯಗಳಿಗೆ ಬಳಸಲಿದೆ. xyxy=(1099,807,1508,1173)
harihara-headline: ಹರಿಹರ: ಅಹಿಂದ ವರ್ಗಕ್ಕೆ ಭೂಮಿ ದೊರೆತದ್ದು ಕೃಷ್ಣಪ್ಪರ ಹೋರಾಟದಿಂದ xyxy=(443,1734,849,1790)
edition-label: ಹಾವೇರಿ–ಕೊಪ್ಪಳ xyxy=(674,13,798,40)
page-header xyxy=(0,0,1513,57)
athlete-photo xyxy=(8,66,421,326)
rain-headline: ಶಿವಮೊಗ್ಗದಲ್ಲಿ ನಿರಂತರ ಮಳೆ; ನಳನಳಿಸುತ್ತಿವೆ ಹಸಿರು, ಕೆರೆಗಳು ಭರ್ತಿ xyxy=(40,1451,388,1509)
mega-dairy-body-col3: 'ಗ್ರಾಹಕರಿಗೆ ಗುಣಮಟ್ಟದ ಹಾಲು ಹಾಗೂ ಉತ್ಪನ್ನಗಳನ್ನು ನೀಡುವುದು ನಮ್ಮ ಉದ್ದೇಶ. ಹೊಸ ಉತ್ಪನ್ನಗಳ ಮಾರುಕಟ್ಟೆ ವಿಸ್ತರಣೆಗೆ ಯೋಜನೆ ರೂಪಿಸಲಾಗಿದೆ' ಎಂದರು. ನಿರ್ದೇಶಕರು, ವ್ಯವಸ್ಥಾಪಕ ನಿರ್ದೇಶಕರು ಹಾಗೂ ಅಧಿಕಾರಿಗಳು ಉಪಸ್ಥಿತರಿದ್ದರು. xyxy=(1302,2207,1507,2286)
page-number: 3 xyxy=(1468,6,1505,46)
ai-college-body-col2: ಕಾರ್ಯಾಗಾರದ ಕುರಿತು ಸಂಪನ್ಮೂಲ ವ್ಯಕ್ತಿ ಮಾತನಾಡಿ, ಎ.ಐ. ಎಂಬುದು ಮಾನವನ ಬುದ್ಧಿಮತ್ತೆ ಮಾದರಿಯಲ್ಲಿ ಯಂತ್ರಗಳಿಗೆ ಯೋಚಿಸಲು ಕಲಿಸುವ ತಂತ್ರಜ್ಞಾನ. ಇದನ್ನು ಆರೋಗ್ಯ, ಶಿಕ್ಷಣ, ಕೃಷಿ, ಬ್ಯಾಂಕಿಂಗ್ ಮುಂತಾದ ಎಲ್ಲ ಕ್ಷೇತ್ರಗಳಲ್ಲಿ ಬಳಸಲಾಗುತ್ತಿದೆ ಎಂದು ವಿವರಿಸಿದರು. xyxy=(656,1005,860,1101)
section-divider xyxy=(869,2160,1513,2161)
bhadra-photo xyxy=(1083,1576,1508,1752)
